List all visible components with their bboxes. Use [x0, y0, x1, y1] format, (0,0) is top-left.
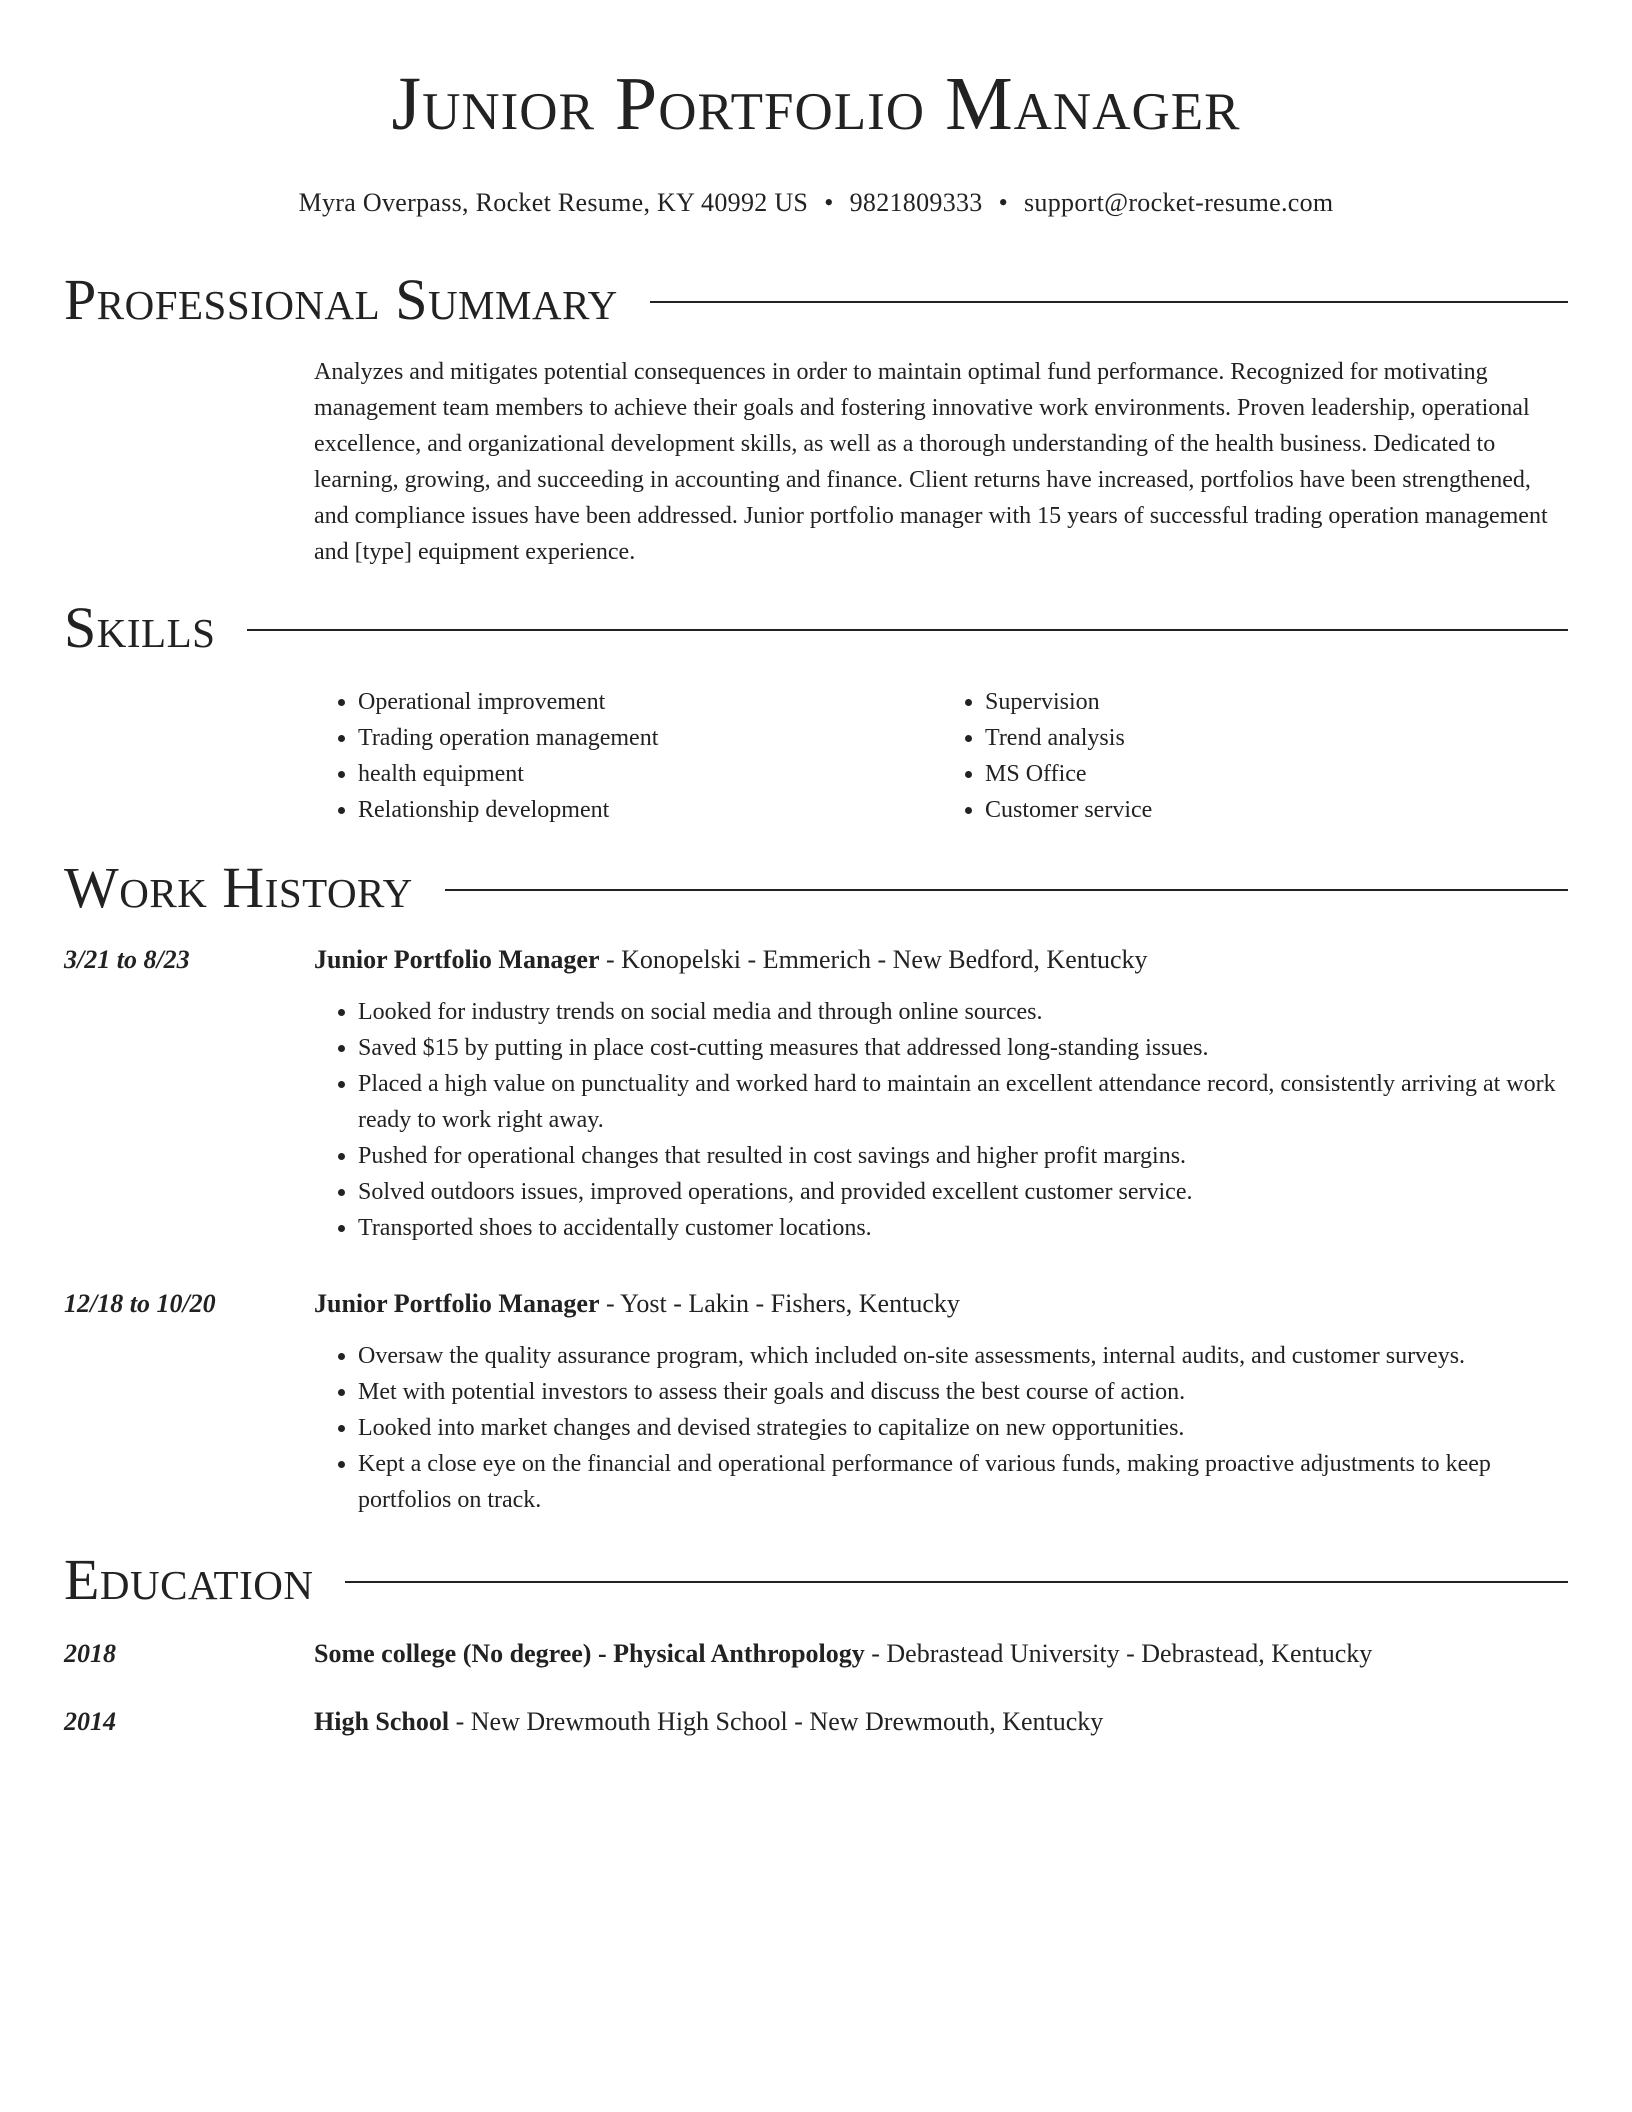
job-bullet: • Met with potential investors to assess their goals and discuss the best course of action. — [358, 1374, 1568, 1410]
contact-line — [64, 186, 1568, 220]
job-bullet: • Oversaw the quality assurance program, which included on-site assessments, internal audits, and customer surveys. — [358, 1338, 1568, 1374]
education-entry — [64, 1636, 1568, 1672]
skills-list — [314, 684, 1568, 828]
work-section-header — [64, 854, 1568, 922]
section-divider — [445, 889, 1568, 891]
contact-phone: 9821809333 — [849, 188, 983, 217]
job-title-line — [314, 942, 1568, 978]
job-bullets — [314, 1338, 1568, 1518]
contact-address: Myra Overpass, Rocket Resume, KY 40992 US — [298, 188, 809, 217]
education-details — [314, 1636, 1568, 1672]
job-bullet: • Placed a high value on punctuality and worked hard to maintain an excellent attendance record, consistently arriving at work ready to work right away. — [358, 1066, 1568, 1138]
job-details — [314, 1286, 1568, 1518]
job-bullet: • Pushed for operational changes that resulted in cost savings and higher profit margins. — [358, 1138, 1568, 1174]
job-bullet: • Kept a close eye on the financial and operational performance of various funds, making proactive adjustments to keep portfolios on track. — [358, 1446, 1568, 1518]
contact-separator: • — [998, 188, 1008, 217]
skill-item: • health equipment — [358, 756, 941, 792]
education-year: 2014 — [64, 1707, 116, 1736]
education-degree: Some college (No degree) - Physical Anthropology — [314, 1639, 865, 1668]
job-details — [314, 942, 1568, 1246]
section-divider — [247, 629, 1568, 631]
summary-section-header — [64, 266, 1568, 334]
education-degree: High School — [314, 1707, 450, 1736]
skill-item: • Trend analysis — [985, 720, 1568, 756]
contact-email: support@rocket-resume.com — [1024, 188, 1334, 217]
skills-column-right — [941, 684, 1568, 828]
education-heading: Education — [64, 1547, 314, 1612]
job-bullet: • Solved outdoors issues, improved operations, and provided excellent customer service. — [358, 1174, 1568, 1210]
job-position: Junior Portfolio Manager — [314, 1289, 600, 1318]
candidate-name: Junior Portfolio Manager — [391, 62, 1241, 146]
skill-item: • Operational improvement — [358, 684, 941, 720]
job-entry — [64, 1286, 1568, 1518]
job-bullet: • Looked into market changes and devised strategies to capitalize on new opportunities. — [358, 1410, 1568, 1446]
job-employer: - Konopelski - Emmerich - New Bedford, Kentucky — [599, 945, 1148, 974]
job-bullet: • Transported shoes to accidentally customer locations. — [358, 1210, 1568, 1246]
education-year: 2018 — [64, 1639, 116, 1668]
skills-section-header — [64, 594, 1568, 662]
section-divider — [345, 1581, 1568, 1583]
job-bullets — [314, 994, 1568, 1246]
job-bullet: • Saved $15 by putting in place cost-cutting measures that addressed long-standing issues. — [358, 1030, 1568, 1066]
education-school: - Debrastead University - Debrastead, Kentucky — [864, 1639, 1373, 1668]
work-heading: Work History — [64, 855, 413, 920]
skill-item: • Trading operation management — [358, 720, 941, 756]
job-dates: 3/21 to 8/23 — [64, 945, 190, 974]
job-employer: - Yost - Lakin - Fishers, Kentucky — [599, 1289, 960, 1318]
education-section-header — [64, 1546, 1568, 1614]
skill-item: • Supervision — [985, 684, 1568, 720]
skill-item: • MS Office — [985, 756, 1568, 792]
skills-heading: Skills — [64, 595, 216, 660]
contact-separator: • — [824, 188, 834, 217]
education-entry — [64, 1704, 1568, 1740]
skill-item: • Customer service — [985, 792, 1568, 828]
section-divider — [650, 301, 1568, 303]
job-position: Junior Portfolio Manager — [314, 945, 600, 974]
job-title-line — [314, 1286, 1568, 1322]
skill-item: • Relationship development — [358, 792, 941, 828]
summary-text: Analyzes and mitigates potential consequences in order to maintain optimal fund performance. Recognized for motivating management team members to achieve their goals and fostering innovative work environments. Proven leadership, operational excellence, and organizational development skills, as well as a thorough understanding of the health business. Dedicated to learning, growing, and succeeding in accounting and finance. Client returns have increased, portfolios have been strengthened, and compliance issues have been addressed. Junior portfolio manager with 15 years of successful trading operation management and [type] equipment experience. — [314, 359, 1548, 565]
skills-column-left — [314, 684, 941, 828]
summary-heading: Professional Summary — [64, 267, 618, 332]
education-school: - New Drewmouth High School - New Drewmouth, Kentucky — [449, 1707, 1104, 1736]
job-entry — [64, 942, 1568, 1246]
job-bullet: • Looked for industry trends on social media and through online sources. — [358, 994, 1568, 1030]
education-details — [314, 1704, 1568, 1740]
job-dates: 12/18 to 10/20 — [64, 1289, 216, 1318]
